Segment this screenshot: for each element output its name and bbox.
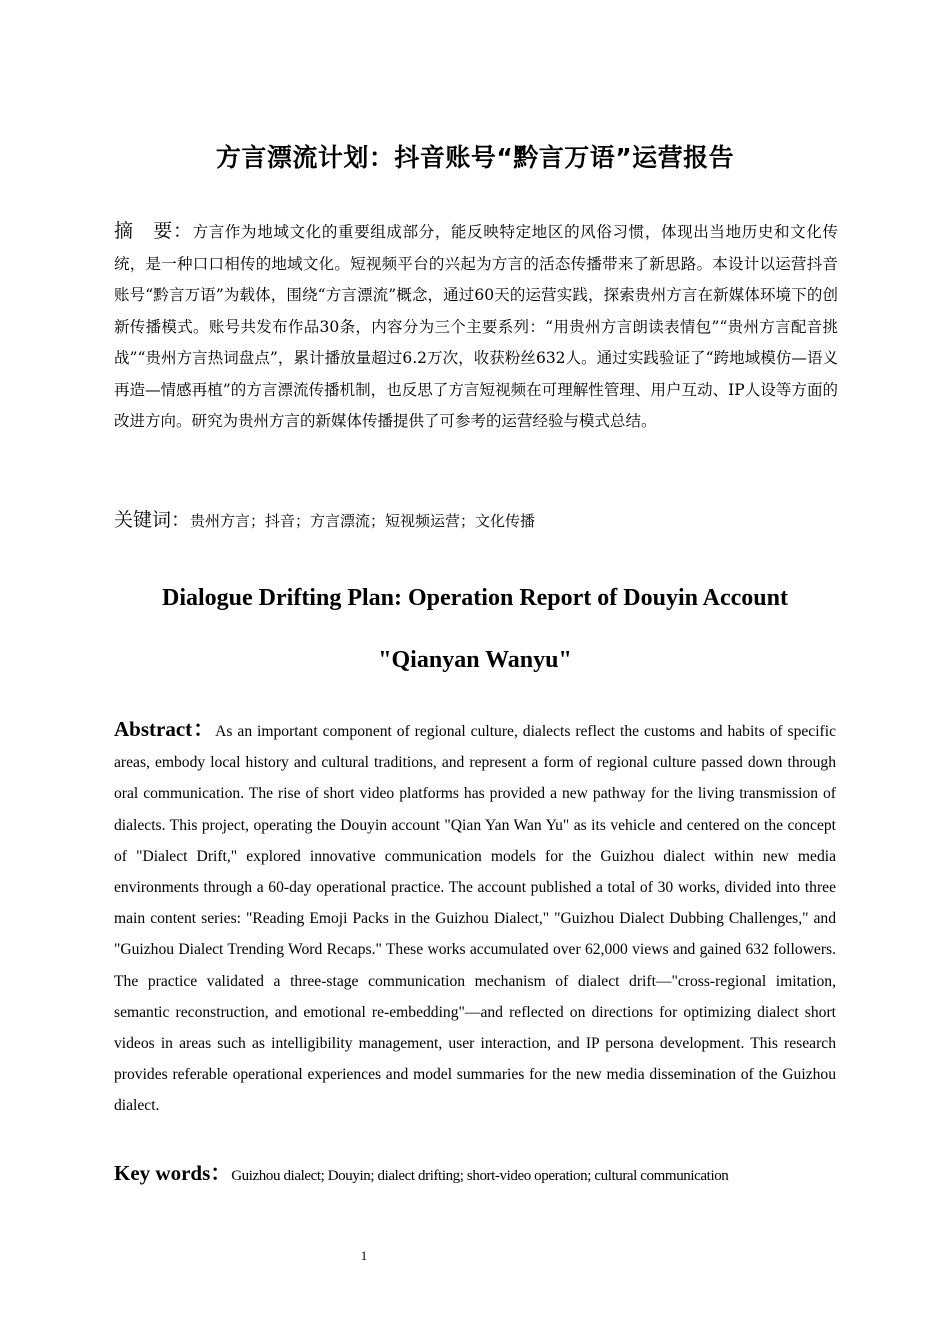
english-keywords-label: Key words： <box>114 1161 232 1185</box>
english-abstract-label: Abstract： <box>114 717 216 741</box>
page-number: 1 <box>360 1248 368 1263</box>
chinese-abstract-text: 方言作为地域文化的重要组成部分，能反映特定地区的风俗习惯，体现出当地历史和文化传统，是一种口口相传的地域文化。短视频平台的兴起为方言的活态传播带来了新思路。本设计以运营抖音账号“黔言万语”为载体，围绕“方言漂流”概念，通过60天的运营实践，探索贵州方言在新媒体环境下的创新传播模式。账号共发布作品30条，内容分为三个主要系列：“用贵州方言朗读表情包”“贵州方言配音挑战”“贵州方言热词盘点”，累计播放量超过6.2万次，收获粉丝632人。通过实践验证了“跨地域模仿—语义再造—情感再植”的方言漂流传播机制，也反思了方言短视频在可理解性管理、用户互动、IP人设等方面的改进方向。研究为贵州方言的新媒体传播提供了可参考的运营经验与模式总结。 <box>114 223 838 430</box>
english-title-line-2: "Qianyan Wanyu" <box>378 647 572 673</box>
english-abstract <box>114 714 836 1122</box>
chinese-keywords-label: 关键词： <box>114 509 191 531</box>
english-title <box>0 567 950 691</box>
chinese-abstract <box>114 216 838 438</box>
english-title-line-1: Dialogue Drifting Plan: Operation Report of Douyin Account <box>162 585 788 611</box>
english-keywords <box>114 1157 838 1187</box>
english-keywords-text: Guizhou dialect; Douyin; dialect drifting; short-video operation; cultural communication <box>231 1168 729 1184</box>
chinese-abstract-label: 摘 要： <box>114 220 193 242</box>
chinese-keywords-text: 贵州方言；抖音；方言漂流；短视频运营；文化传播 <box>190 512 536 530</box>
chinese-keywords <box>114 505 838 532</box>
english-abstract-text: As an important component of regional culture, dialects reflect the customs and habits of specific areas, embody local history and cultural traditions, and represent a form of regional culture passed down through oral communication. The rise of short video platforms has provided a new pathway for the living transmission of dialects. This project, operating the Douyin account "Qian Yan Wan Yu" as its vehicle and centered on the concept of "Dialect Drift," explored innovative communication models for the Guizhou dialect within new media environments through a 60-day operational practice. The account published a total of 30 works, divided into three main content series: "Reading Emoji Packs in the Guizhou Dialect," "Guizhou Dialect Dubbing Challenges," and "Guizhou Dialect Trending Word Recaps." These works accumulated over 62,000 views and gained 632 followers. The practice validated a three-stage communication mechanism of dialect drift—"cross-regional imitation, semantic reconstruction, and emotional re-embedding"—and reflected on directions for optimizing dialect short videos in areas such as intelligibility management, user interaction, and IP persona development. This research provides referable operational experiences and model summaries for the new media dissemination of the Guizhou dialect. <box>114 723 836 1115</box>
chinese-title: 方言漂流计划：抖音账号“黔言万语”运营报告 <box>215 143 735 172</box>
